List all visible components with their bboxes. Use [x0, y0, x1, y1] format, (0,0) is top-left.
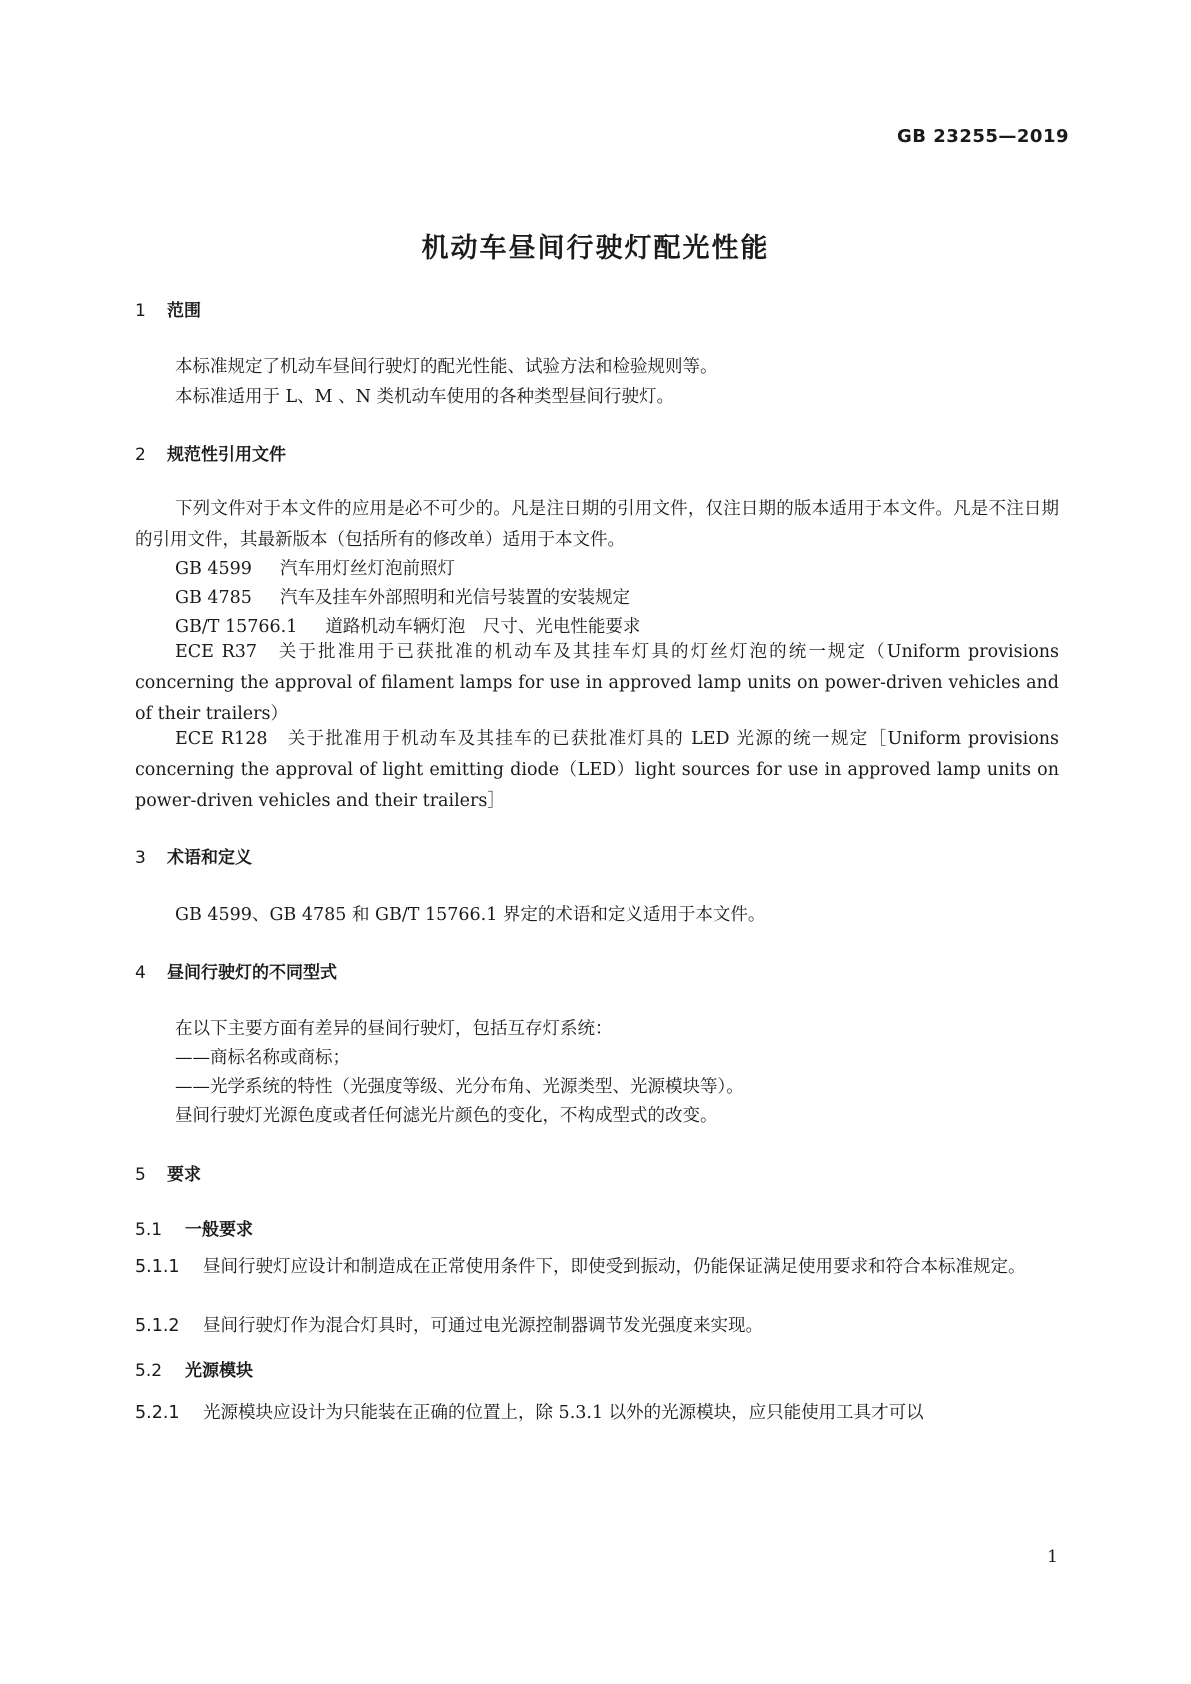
clause-text: 昼间行驶灯作为混合灯具时，可通过电光源控制器调节发光强度来实现。: [203, 1316, 763, 1336]
paragraph: 在以下主要方面有差异的昼间行驶灯，包括互存灯系统：: [175, 1019, 613, 1039]
reference-title: 道路机动车辆灯泡 尺寸、光电性能要求: [325, 617, 641, 637]
paragraph: 本标准适用于 L、M 、N 类机动车使用的各种类型昼间行驶灯。: [175, 387, 675, 407]
reference-code: GB 4599: [175, 559, 252, 579]
section-number: 5.1: [135, 1220, 163, 1240]
page-number: 1: [1047, 1547, 1058, 1567]
section-heading-4: [135, 958, 337, 983]
section-title: 要求: [167, 1165, 201, 1185]
paragraph: 昼间行驶灯光源色度或者任何滤光片颜色的变化，不构成型式的改变。: [175, 1106, 718, 1126]
section-title: 一般要求: [185, 1220, 253, 1240]
reference-item-ece-r128: ECE R128 关于批准用于机动车及其挂车的已获批准灯具的 LED 光源的统一规定［Uniform provisions concerning the approval of light emitting diode（LED）light sources for use in approved lamp units on power-driven vehicles and their trailers］: [135, 729, 1059, 811]
section-heading-5: [135, 1160, 201, 1185]
document-title: 机动车昼间行驶灯配光性能: [421, 233, 770, 264]
section-title: 规范性引用文件: [167, 445, 286, 465]
clause-number: 5.1.2: [135, 1316, 180, 1336]
standard-code: GB 23255—2019: [897, 126, 1069, 147]
section-title: 昼间行驶灯的不同型式: [167, 963, 337, 983]
list-item: ——光学系统的特性（光强度等级、光分布角、光源类型、光源模块等）。: [175, 1077, 744, 1097]
reference-item: [175, 555, 455, 580]
section-heading-2: [135, 440, 286, 465]
reference-code: GB 4785: [175, 588, 252, 608]
list-item: ——商标名称或商标；: [175, 1048, 350, 1068]
section-number: 2: [135, 445, 146, 465]
paragraph: 本标准规定了机动车昼间行驶灯的配光性能、试验方法和检验规则等。: [175, 357, 718, 377]
section-heading-3: [135, 843, 252, 868]
subsection-heading-5-1: [135, 1215, 253, 1240]
clause-5-1-1: [135, 1252, 1059, 1283]
clause-5-1-2: [135, 1311, 1059, 1342]
section-heading-1: [135, 296, 201, 321]
reference-title: 汽车用灯丝灯泡前照灯: [279, 559, 455, 579]
paragraph: 下列文件对于本文件的应用是必不可少的。凡是注日期的引用文件，仅注日期的版本适用于本文件。凡是不注日期的引用文件，其最新版本（包括所有的修改单）适用于本文件。: [135, 499, 1059, 550]
paragraph: GB 4599、GB 4785 和 GB/T 15766.1 界定的术语和定义适用于本文件。: [175, 905, 766, 925]
subsection-heading-5-2: [135, 1356, 253, 1381]
section-number: 4: [135, 963, 146, 983]
reference-code: GB/T 15766.1: [175, 617, 298, 637]
reference-title: 汽车及挂车外部照明和光信号装置的安装规定: [279, 588, 630, 608]
section-number: 1: [135, 301, 146, 321]
section-title: 术语和定义: [167, 848, 252, 868]
reference-item: [175, 584, 630, 609]
reference-item: [175, 613, 640, 638]
clause-number: 5.1.1: [135, 1257, 180, 1277]
reference-item-ece-r37: ECE R37 关于批准用于已获批准的机动车及其挂车灯具的灯丝灯泡的统一规定（Uniform provisions concerning the approval of filament lamps for use in approved lamp units on power-driven vehicles and of their trailers）: [135, 642, 1059, 724]
section-number: 3: [135, 848, 146, 868]
section-number: 5: [135, 1165, 146, 1185]
clause-text: 光源模块应设计为只能装在正确的位置上，除 5.3.1 以外的光源模块，应只能使用工具才可以: [203, 1403, 924, 1423]
section-title: 光源模块: [185, 1361, 253, 1381]
clause-5-2-1: [135, 1398, 1059, 1429]
clause-text: 昼间行驶灯应设计和制造成在正常使用条件下，即使受到振动，仍能保证满足使用要求和符合本标准规定。: [203, 1257, 1026, 1277]
clause-number: 5.2.1: [135, 1403, 180, 1423]
section-number: 5.2: [135, 1361, 163, 1381]
section-title: 范围: [167, 301, 201, 321]
